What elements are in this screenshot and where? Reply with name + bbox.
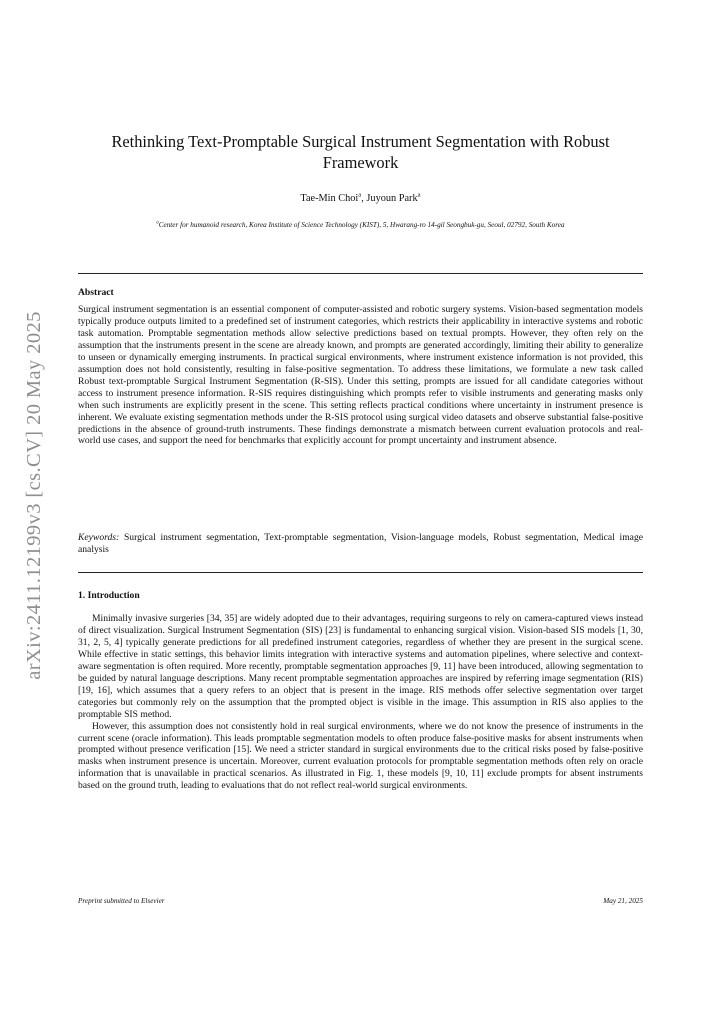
paper-title: Rethinking Text-Promptable Surgical Instrument Segmentation with Robust Framework [111, 132, 610, 172]
author-separator: , [361, 193, 367, 204]
affiliation-mark: a [156, 220, 159, 226]
keywords-label: Keywords: [78, 532, 120, 543]
author-name: Tae-Min Choi [300, 193, 359, 204]
arxiv-stamp [14, 305, 54, 685]
author-affiliation-mark: a [358, 191, 362, 199]
introduction-paragraph: However, this assumption does not consistently hold in real surgical environments, where we do not know the presence of instruments in the current scene (oracle information). This leads promptable segmentation models to often produce false-positive masks for absent instruments when prompted without presence verification [15]. We need a stricter standard in surgical environments due to the critical risks posed by false-positive masks when instrument presence is uncertain. Moreover, current evaluation protocols for promptable segmentation methods often rely on oracle information that is unavailable in practical scenarios. As illustrated in Fig. 1, these models [9, 10, 11] exclude prompts for absent instruments based on the ground truth, leading to evaluations that do not reflect real-world surgical environments. [78, 720, 643, 792]
footer-date: May 21, 2025 [603, 897, 643, 905]
section-heading-introduction: 1. Introduction [78, 590, 140, 601]
introduction-paragraph: Minimally invasive surgeries [34, 35] are widely adopted due to their advantages, requiring surgeons to rely on camera-captured views instead of direct visualization. Surgical Instrument Segmentation (SIS) [23] is fundamental to enhancing surgical vision. Vision-based SIS models [1, 30, 31, 2, 5, 4] typically generate predictions for all predefined instrument categories, regardless of whether they are present in the surgical scene. While effective in static settings, this behavior limits integration with interactive systems and automation pipelines, where selective and context-aware segmentation is often required. More recently, promptable segmentation approaches [9, 11] have been introduced, allowing segmentation to be guided by natural language descriptions. Many recent promptable segmentation approaches are inspired by referring image segmentation (RIS) [19, 16], which assumes that a query refers to an object that is present in the image. RIS methods offer selective segmentation over target categories but commonly rely on the assumption that the prompted object is visible in the image. This assumption in RIS also applies to the promptable SIS method. [78, 613, 643, 720]
author-affiliation-mark: a [417, 191, 421, 199]
abstract-text: Surgical instrument segmentation is an essential component of computer-assisted and robotic surgery systems. Vision-based segmentation models typically produce outputs limited to a predefined set of instrument categories, which restricts their applicability in interactive systems and robotic task automation. Promptable segmentation methods allow selective predictions based on textual prompts. However, they often rely on the assumption that the instruments present in the scene are already known, and prompts are generated accordingly, limiting their ability to generalize to unseen or dynamically emerging instruments. In practical surgical environments, where instrument existence information is not provided, this assumption does not hold consistently, resulting in false-positive segmentation. To address these limitations, we formulate a new task called Robust text-promptable Surgical Instrument Segmentation (R-SIS). Under this setting, prompts are issued for all candidate categories without access to instrument presence information. R-SIS requires distinguishing which prompts refer to visible instruments and generating masks only when such instruments are explicitly present in the scene. This setting reflects practical conditions where uncertainty in instrument presence is inherent. We evaluate existing segmentation methods under the R-SIS protocol using surgical video datasets and observe substantial false-positive predictions in the absence of ground-truth instruments. These findings demonstrate a mismatch between current evaluation protocols and real-world use cases, and support the need for benchmarks that explicitly account for prompt uncertainty and instrument absence. [78, 304, 643, 447]
introduction-body [78, 613, 643, 792]
keywords [78, 532, 643, 556]
page-footer [78, 897, 643, 905]
keywords-text: Surgical instrument segmentation, Text-promptable segmentation, Vision-language models, Robust segmentation, Medical image analysis [78, 532, 643, 555]
author-name: Juyoun Park [366, 193, 418, 204]
abstract-bottom-rule [78, 572, 643, 573]
footer-left: Preprint submitted to Elsevier [78, 897, 165, 905]
affiliation [78, 221, 643, 229]
affiliation-text: Center for humanoid research, Korea Institute of Science Technology (KIST), 5, Hwarang-ro 14-gil Seongbuk-gu, Seoul, 02792, South Korea [158, 221, 565, 229]
abstract-heading: Abstract [78, 287, 114, 298]
arxiv-id: arXiv:2411.12199v3 [cs.CV] 20 May 2025 [22, 310, 45, 680]
author-list [78, 193, 643, 204]
abstract-top-rule [78, 273, 643, 274]
